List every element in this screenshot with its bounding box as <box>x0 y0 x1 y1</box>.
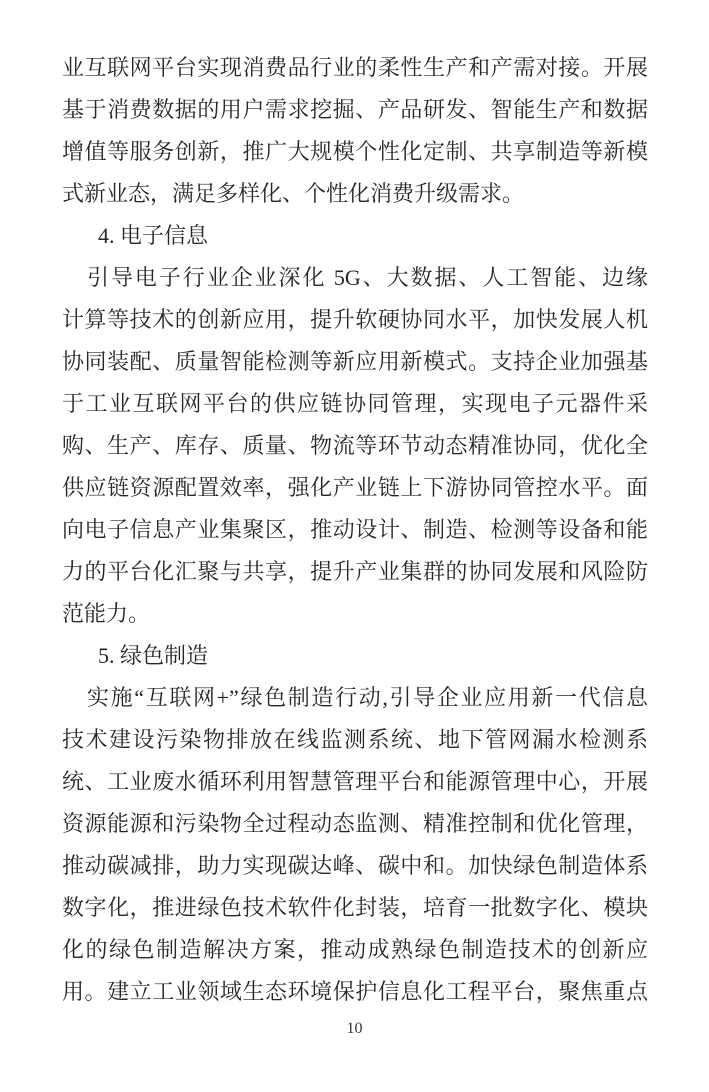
text-line: 业互联网平台实现消费品行业的柔性生产和产需对接。开展 <box>62 55 648 80</box>
text-line: 用。建立工业领域生态环境保护信息化工程平台，聚焦重点 <box>62 979 648 1004</box>
text-line: 推动碳减排，助力实现碳达峰、碳中和。加快绿色制造体系 <box>62 853 648 878</box>
text-line: 协同装配、质量智能检测等新应用新模式。支持企业加强基 <box>62 349 648 374</box>
text-line: 范能力。 <box>62 601 151 626</box>
text-line: 基于消费数据的用户需求挖掘、产品研发、智能生产和数据 <box>62 97 648 122</box>
text-line: 于工业互联网平台的供应链协同管理，实现电子元器件采 <box>62 391 648 416</box>
text-line: 统、工业废水循环利用智慧管理平台和能源管理中心，开展 <box>62 769 648 794</box>
text-line: 式新业态，满足多样化、个性化消费升级需求。 <box>62 181 525 206</box>
text-line: 供应链资源配置效率，强化产业链上下游协同管控水平。面 <box>62 475 648 500</box>
text-line: 资源能源和污染物全过程动态监测、精准控制和优化管理， <box>62 811 648 836</box>
text-line: 向电子信息产业集聚区，推动设计、制造、检测等设备和能 <box>62 517 648 542</box>
text-block <box>62 47 648 1013</box>
page-number: 10 <box>346 1020 363 1037</box>
text-line: 购、生产、库存、质量、物流等环节动态精准协同，优化全 <box>62 433 648 458</box>
text-line: 计算等技术的创新应用，提升软硬协同水平，加快发展人机 <box>62 307 648 332</box>
text-line: 力的平台化汇聚与共享，提升产业集群的协同发展和风险防 <box>62 559 648 584</box>
text-line: 化的绿色制造解决方案，推动成熟绿色制造技术的创新应 <box>62 937 648 962</box>
text-line: 实施“互联网+”绿色制造行动,引导企业应用新一代信息 <box>87 685 648 710</box>
section-heading-4: 4. 电子信息 <box>98 223 209 248</box>
text-line: 数字化，推进绿色技术软件化封装，培育一批数字化、模块 <box>62 895 648 920</box>
text-line: 引导电子行业企业深化 5G、大数据、人工智能、边缘 <box>87 265 648 290</box>
section-heading-5: 5. 绿色制造 <box>98 643 209 668</box>
text-line: 技术建设污染物排放在线监测系统、地下管网漏水检测系 <box>62 727 648 752</box>
text-line: 增值等服务创新，推广大规模个性化定制、共享制造等新模 <box>62 139 648 164</box>
